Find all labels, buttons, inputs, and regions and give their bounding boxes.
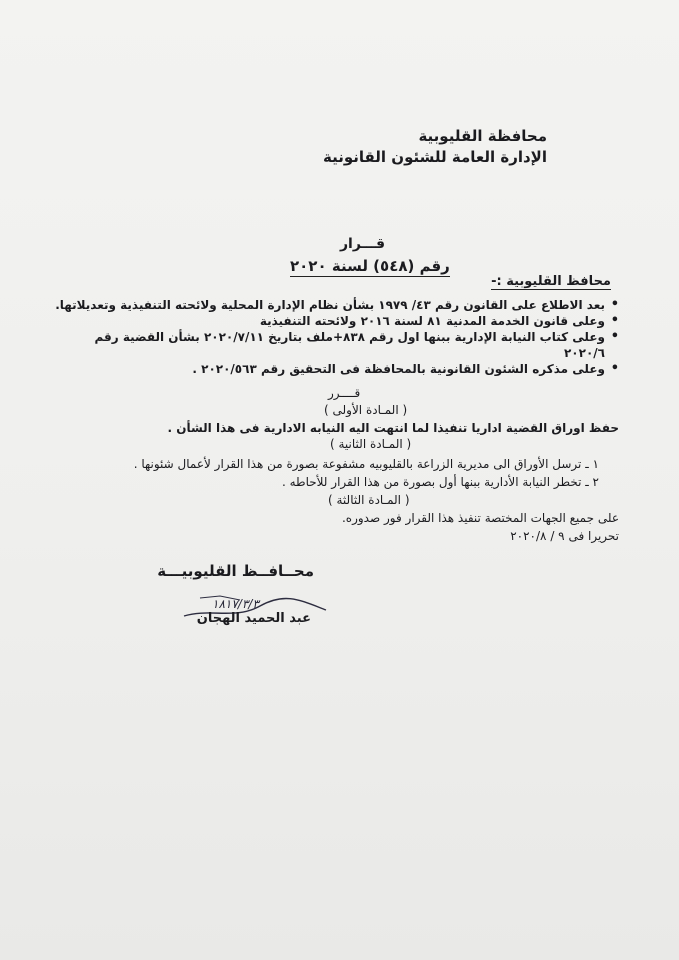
governorate-name: محافظة القليوبية [418, 127, 547, 145]
recitals-list [37, 297, 619, 377]
recital-item: • وعلى كتاب النيابة الإدارية ببنها اول رقم ٨٣٨+ملف بتاريخ ٢٠٢٠/٧/١١ بشأن القضية رقم [37, 329, 619, 345]
decision-title: قـــرار [340, 236, 386, 252]
article-3-text: على جميع الجهات المختصة تنفيذ هذا القرار فور صدوره. [341, 511, 619, 525]
article-2-heading: ( المـادة الثانية ) [330, 437, 412, 451]
department-name: الإدارة العامة للشئون القانونية [322, 148, 547, 166]
recital-item: • وعلى قانون الخدمة المدنية ٨١ لسنة ٢٠١٦ ولائحته التنفيذية [37, 313, 619, 329]
issuer-line: محافظ القليوبية :- [491, 274, 611, 289]
article-3-heading: ( المـادة الثالثة ) [328, 493, 410, 507]
date-line: تحريرا فى ٩ / ٢٠٢٠/٨ [510, 529, 619, 543]
governor-title: محــافــظ القليوبيـــة [157, 562, 314, 580]
decision-heading: قــــرر [328, 386, 361, 400]
recital-item: • وعلى مذكره الشئون القانونية بالمحافظة فى التحقيق رقم ٢٠٢٠/٥٦٣ . [37, 361, 619, 377]
decision-number: رقم (٥٤٨) لسنة ٢٠٢٠ [290, 257, 450, 275]
signature-reference: ١٨١٧/٣/٣ [212, 597, 259, 611]
recital-continuation: ٢٠٢٠/٦ [563, 346, 605, 360]
governor-name: عبد الحميد الهجان [196, 611, 311, 626]
article-1-heading: ( المـادة الأولى ) [324, 403, 408, 417]
article-2-item: ٢ ـ تخطر النيابة الأدارية ببنها أول بصورة من هذا القرار للأحاطه . [281, 475, 599, 489]
article-2-item: ١ ـ ترسل الأوراق الى مديرية الزراعة بالقليوبيه مشفوعة بصورة من هذا القرار لأعمال شئونها . [133, 457, 599, 471]
article-1-text: حفظ اوراق القضية اداريا تنفيذا لما انتهت اليه النيابه الادارية فى هذا الشأن . [167, 421, 619, 435]
recital-item: • بعد الاطلاع على القانون رقم ٤٣/ ١٩٧٩ بشأن نظام الإدارة المحلية ولائحته التنفيذية وتعديلاتها. [37, 297, 619, 313]
